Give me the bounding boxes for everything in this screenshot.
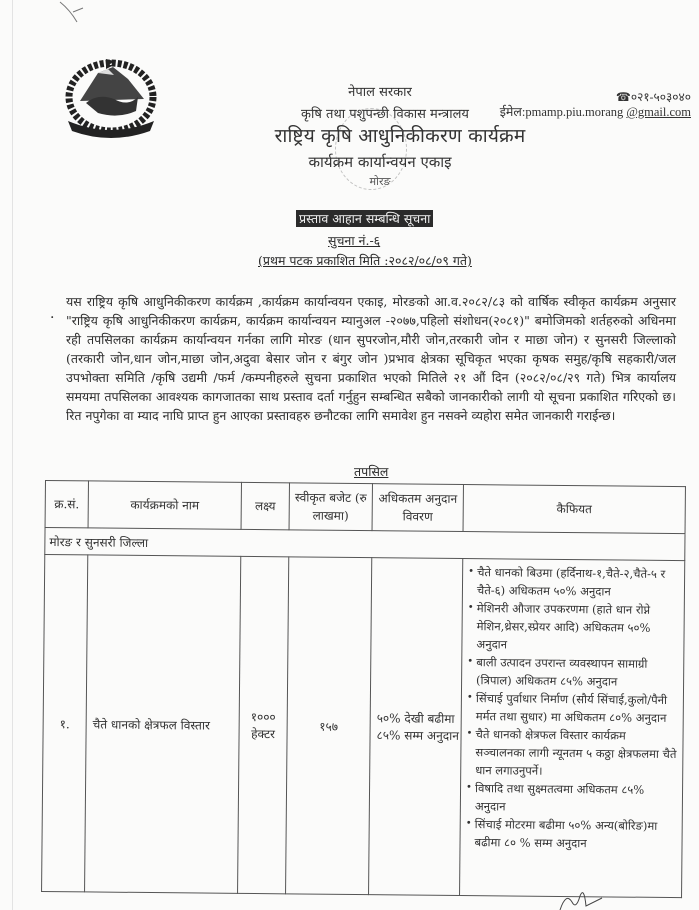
col-serial: क्र.सं.: [45, 481, 88, 528]
remarks-item: • विषादि तथा सुक्ष्मतत्वमा अधिकतम ८५% अनुदान: [475, 779, 678, 817]
margin-dot: ·: [50, 310, 55, 326]
col-max-grant: अधिकतम अनुदान विवरण: [372, 484, 463, 532]
remarks-item: • सिंचाई मोटरमा बढीमा ५०% अन्य(बोरिङ)मा बढीमा ८० % सम्म अनुदान: [474, 815, 677, 853]
unit-name: कार्यक्रम कार्यान्वयन एकाइ: [308, 153, 452, 171]
schedule-heading: तपसिल: [354, 464, 389, 479]
cell-serial: १.: [42, 555, 88, 892]
cell-program-name: चैते धानको क्षेत्रफल विस्तार: [85, 555, 241, 893]
page-edge: [12, 0, 13, 910]
nepal-government-emblem-icon: [58, 55, 164, 140]
remarks-item: • बाली उत्पादन उपरान्त व्यवस्थापन सामाग्री (त्रिपाल) अधिकतम ८५% अनुदान: [476, 653, 679, 691]
col-budget: स्वीकृत बजेट (रु लाखमा): [289, 483, 372, 531]
table-header-row: [45, 481, 685, 534]
cell-target: १००० हेक्टर: [238, 556, 289, 893]
col-target: लक्ष्य: [241, 482, 289, 529]
col-remarks: कैफियत: [463, 485, 685, 534]
first-published-date: (प्रथम पटक प्रकाशित मिति :२०८२/०८/०९ गते): [258, 253, 472, 268]
notice-number: सुचना नं.-६: [328, 233, 381, 248]
cell-max-grant: ५०% देखी बढीमा ८५% सम्म अनुदान: [369, 558, 463, 896]
col-program-name: कार्यक्रमको नाम: [88, 481, 241, 529]
government-name: नेपाल सरकार: [348, 85, 412, 100]
email-label: ईमेल:pmamp.piu.morang: [499, 105, 627, 119]
schedule-table: [41, 480, 686, 898]
remarks-item: • चैते धानको क्षेत्रफल विस्तार कार्यक्रम सञ्चालनका लागी न्यूनतम ५ कठ्ठा क्षेत्रफलमा चैते धान लगाउनुपर्ने।: [475, 725, 679, 781]
pen-mark: [55, 0, 95, 30]
remarks-list: [464, 563, 680, 853]
notice-paragraph: यस राष्ट्रिय कृषि आधुनिकीकरण कार्यक्रम ,कार्यक्रम कार्यान्वयन एकाइ, मोरङको आ.व.२०८२/८३ को वार्षिक स्वीकृत कार्यक्रम अनुसार "राष्ट्रिय कृषि आधुनिकीकरण कार्यक्रम, कार्यक्रम कार्यान्वयन म्यानुअल -२०७७,पहिलो संशोधन(२०८१)" बमोजिमको शर्तहरुको अधिनमा रही तपसिलका कार्यक्रम कार्यान्वयन गर्नका लागि मोरङ (धान सुपरजोन,मौरी जोन,तरकारी जोन र माछा जोन) र सुनसरी जिल्लाको (तरकारी जोन,धान जोन,माछा जोन,अदुवा बेसार जोन र बंगुर जोन )प्रभाव क्षेत्रका सूचिकृत भएका कृषक समुह/कृषि सहकारी/जल उपभोक्ता समिति /कृषि उद्यमी /फर्म /कम्पनीहरुले सुचना प्रकाशित भएको मितिले २१ औं दिन (२०८२/०८/२९ गते) भित्र कार्यालय समयमा तपसिलका आवश्यक कागजातका साथ प्रस्ताव दर्ता गर्नुहुन सम्बन्धित सबैको जानकारीको लागी यो सूचना प्रकाशित गरिएको छ।रित नपुगेका वा म्याद नाघि प्राप्त हुन आएका प्रस्तावहरु छनौटका लागि समावेश हुन नसक्ने व्यहोरा समेत जानकारी गराईन्छ।: [66, 294, 676, 423]
remarks-item: • सिंचाई पुर्वाधार निर्माण (सौर्य सिंचाई,कुलो/पैनी मर्मत तथा सुधार) मा अधिकतम ८०% अनुदान: [476, 689, 679, 727]
phone-number: ☎०२१-५०३०४०: [615, 90, 691, 104]
remarks-item: • चैते धानको बिउमा (हर्दिनाथ-१,चैते-२,चैते-५ र चैते-६) अधिकतम ५०% अनुदान: [477, 563, 680, 601]
notice-title: प्रस्ताव आहान सम्बन्धि सूचना: [296, 210, 433, 227]
district-group: मोरङ र सुनसरी जिल्ला: [45, 528, 685, 561]
program-name: राष्ट्रिय कृषि आधुनिकीकरण कार्यक्रम: [274, 125, 526, 147]
signature-mark: [540, 888, 620, 910]
table-row: [42, 555, 685, 898]
ministry-name: कृषि तथा पशुपन्छी विकास मन्त्रालय: [301, 107, 469, 122]
office-place: मोरङ: [369, 175, 391, 188]
office-stamp: [335, 108, 407, 190]
cell-budget: १५७: [286, 557, 372, 895]
email-domain[interactable]: @gmail.com: [626, 105, 691, 119]
email-address: [500, 103, 691, 120]
cell-remarks: [460, 559, 685, 898]
remarks-item: • मेशिनरी औजार उपकरणमा (हाते धान रोप्ने मेशिन,थ्रेसर,स्प्रेयर आदि) अधिकतम ५०% अनुदान: [476, 599, 680, 655]
